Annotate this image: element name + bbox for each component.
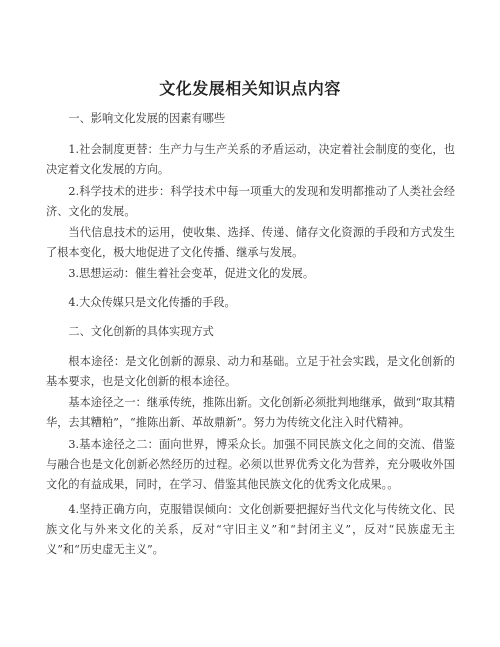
paragraph: 2.科学技术的进步：科学技术中每一项重大的发现和发明都推动了人类社会经济、文化的发展。 [46, 185, 455, 218]
section-heading-1: 一、影响文化发展的因素有哪些 [68, 112, 226, 125]
section-heading-2: 二、文化创新的具体实现方式 [68, 325, 214, 338]
paragraph: 1.社会制度更替：生产力与生产关系的矛盾运动，决定着社会制度的变化，也决定着文化发展的方向。 [46, 143, 455, 176]
paragraph: 3.思想运动：催生着社会变革，促进文化的发展。 [68, 267, 315, 280]
paragraph: 基本途径之一：继承传统，推陈出新。文化创新必须批判地继承，做到“取其精华，去其糟粕”，“推陈出新、革故鼎新”。努力为传统文化注入时代精神。 [46, 396, 455, 429]
document-title: 文化发展相关知识点内容 [159, 79, 341, 98]
paragraph: 根本途径：是文化创新的源泉、动力和基础。立足于社会实践，是文化创新的基本要求，也是文化创新的根本途径。 [46, 355, 455, 388]
paragraph: 4.坚持正确方向，克服错误倾向：文化创新要把握好当代文化与传统文化、民族文化与外来文化的关系，反对“守旧主义”和“封闭主义”，反对“民族虚无主义”和“历史虚无主义”。 [46, 503, 455, 556]
paragraph: 当代信息技术的运用，使收集、选择、传递、储存文化资源的手段和方式发生了根本变化，极大地促进了文化传播、继承与发展。 [46, 226, 455, 259]
paragraph: 3.基本途径之二：面向世界，博采众长。加强不同民族文化之间的交流、借鉴与融合也是文化创新必然经历的过程。必须以世界优秀文化为营养，充分吸收外国文化的有益成果，同时，在学习、借鉴其他民族文化的优秀文化成果。。 [46, 438, 455, 491]
paragraph: 4.大众传媒只是文化传播的手段。 [68, 296, 236, 309]
